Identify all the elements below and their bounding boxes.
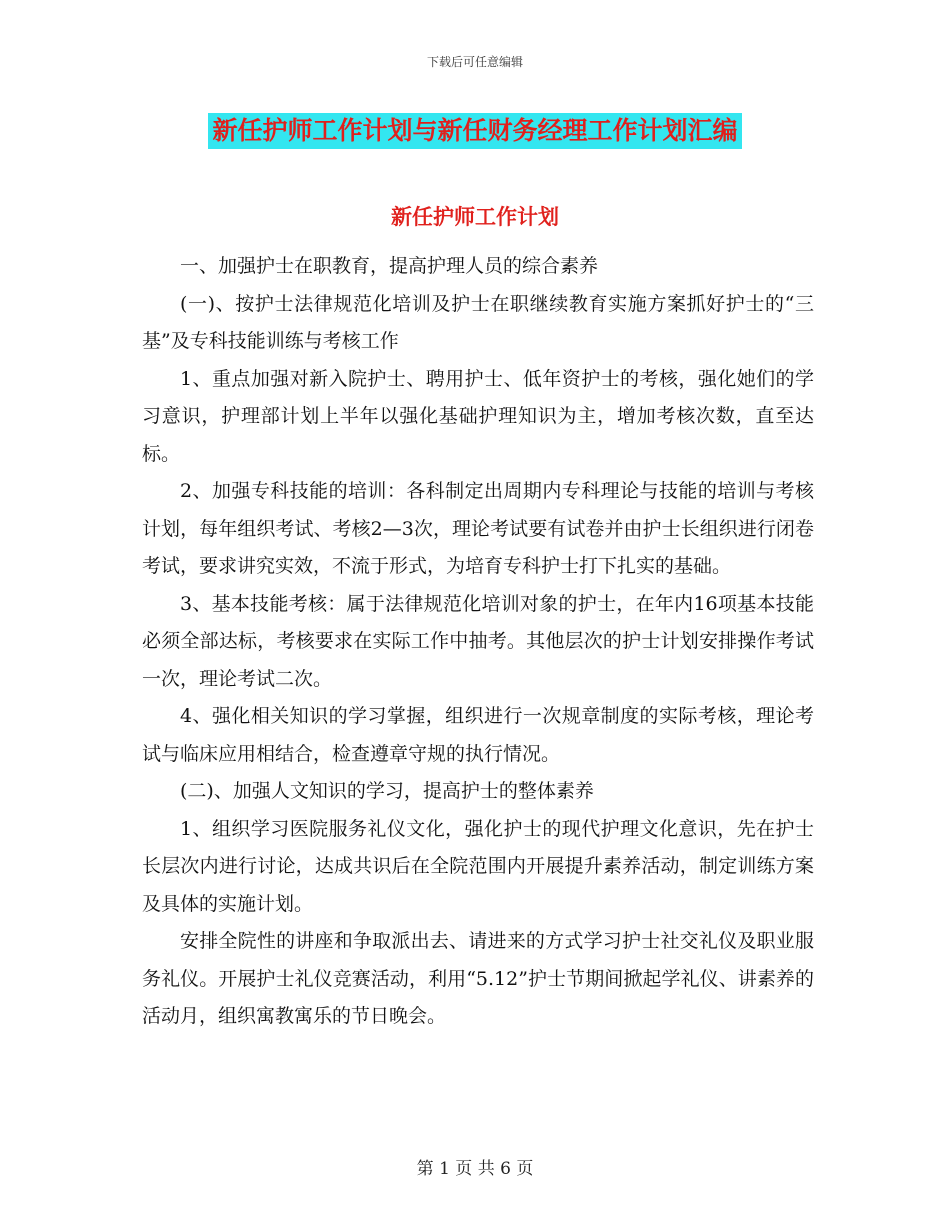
- document-title-container: [0, 113, 950, 149]
- paragraph: 1、重点加强对新入院护士、聘用护士、低年资护士的考核，强化她们的学习意识，护理部计划上半年以强化基础护理知识为主，增加考核次数，直至达标。: [142, 367, 814, 465]
- paragraph: 3、基本技能考核：属于法律规范化培训对象的护士，在年内16项基本技能必须全部达标，考核要求在实际工作中抽考。其他层次的护士计划安排操作考试一次，理论考试二次。: [142, 592, 814, 690]
- paragraph: 一、加强护士在职教育，提高护理人员的综合素养: [180, 255, 599, 277]
- paragraph: 安排全院性的讲座和争取派出去、请进来的方式学习护士社交礼仪及职业服务礼仪。开展护士礼仪竞赛活动，利用“5.12”护士节期间掀起学礼仪、讲素养的活动月，组织寓教寓乐的节日晚会。: [142, 930, 814, 1027]
- header-note: 下载后可任意编辑: [426, 55, 523, 69]
- document-title: 新任护师工作计划与新任财务经理工作计划汇编: [208, 113, 741, 149]
- paragraph: (一)、按护士法律规范化培训及护士在职继续教育实施方案抓好护士的“三基”及专科技能训练与考核工作: [142, 292, 814, 352]
- document-body: [142, 248, 814, 1036]
- paragraph: 1、组织学习医院服务礼仪文化，强化护士的现代护理文化意识，先在护士长层次内进行讨论，达成共识后在全院范围内开展提升素养活动，制定训练方案及具体的实施计划。: [142, 817, 814, 915]
- paragraph: (二)、加强人文知识的学习，提高护士的整体素养: [180, 780, 594, 802]
- section-title: 新任护师工作计划: [391, 204, 559, 229]
- paragraph: 4、强化相关知识的学习掌握，组织进行一次规章制度的实际考核，理论考试与临床应用相结合，检查遵章守规的执行情况。: [142, 705, 814, 765]
- paragraph: 2、加强专科技能的培训：各科制定出周期内专科理论与技能的培训与考核计划，每年组织考试、考核2—3次，理论考试要有试卷并由护士长组织进行闭卷考试，要求讲究实效，不流于形式，为培育专科护士打下扎实的基础。: [142, 480, 814, 577]
- page-number-footer: 第 1 页 共 6 页: [416, 1159, 534, 1179]
